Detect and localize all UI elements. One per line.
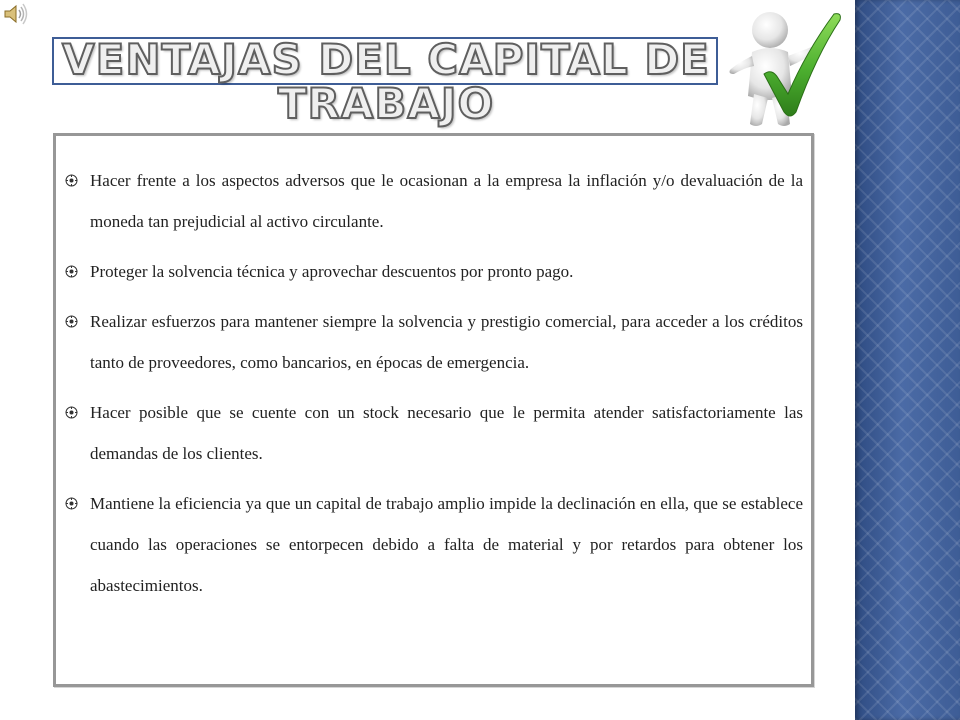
list-item [63,483,803,606]
bullet-text: Hacer frente a los aspectos adversos que le ocasionan a la empresa la inflación y/o devaluación de la moneda tan prejudicial al activo circulante. [90,171,803,231]
list-item [63,160,803,242]
bullet-list [63,160,803,606]
person-with-checkmark-icon [722,8,846,130]
radial-bullet-icon [65,497,78,510]
list-item [63,392,803,474]
bullet-text: Mantiene la eficiencia ya que un capital de trabajo amplio impide la declinación en ella, que se establece cuando las operaciones se entorpecen debido a falta de material y por retardos para obtener los abastecimientos. [90,494,803,595]
radial-bullet-icon [65,406,78,419]
bullet-text: Realizar esfuerzos para mantener siempre la solvencia y prestigio comercial, para acceder a los créditos tanto de proveedores, como bancarios, en épocas de emergencia. [90,312,803,372]
bullet-text: Hacer posible que se cuente con un stock necesario que le permita atender satisfactoriamente las demandas de los clientes. [90,403,803,463]
list-item [63,251,803,292]
speaker-icon[interactable] [2,2,30,26]
radial-bullet-icon [65,265,78,278]
radial-bullet-icon [65,315,78,328]
radial-bullet-icon [65,174,78,187]
slide-title: VENTAJAS DEL CAPITAL DE TRABAJO [62,35,710,128]
list-item [63,301,803,383]
bullet-text: Proteger la solvencia técnica y aprovechar descuentos por pronto pago. [90,262,574,281]
decorative-side-band [855,0,960,720]
